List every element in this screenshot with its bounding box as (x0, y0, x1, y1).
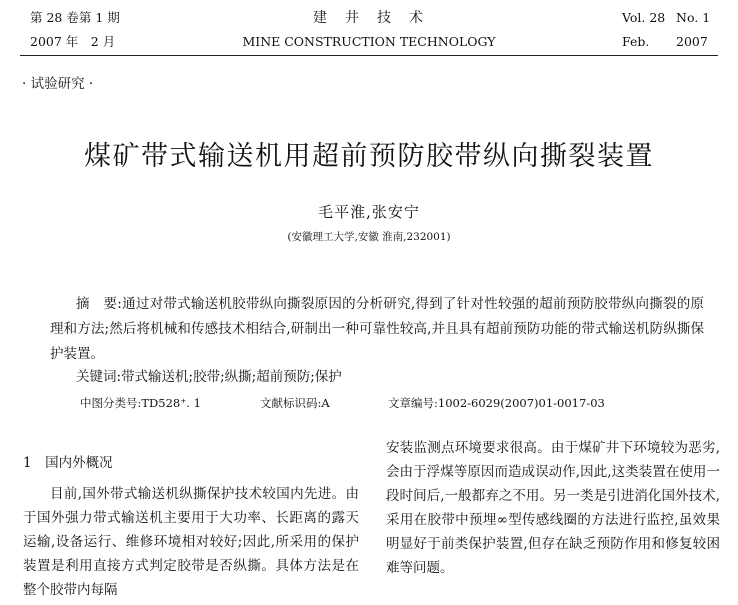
affiliation: (安徽理工大学,安徽 淮南,232001) (287, 231, 451, 243)
section-tag: · 试验研究 · (22, 76, 94, 92)
journal-name-cn: 建 井 技 术 (313, 10, 425, 26)
abstract (50, 292, 704, 367)
body-left-column: 目前,国外带式输送机纵撕保护技术较国内先进。由于国外强力带式输送机主要用于大功率、长距离的露天运输,设备运行、维修环境相对较好;因此,所采用的保护装置是利用直接方式判定胶带是否纵撕。具体方法是在整个胶带内每隔 (23, 486, 359, 598)
journal-year: 2007 (676, 34, 708, 49)
article-number: 文章编号:1002-6029(2007)01-0017-03 (388, 396, 605, 410)
document-code: 文献标识码:A (260, 396, 330, 410)
abstract-text: 通过对带式输送机胶带纵向撕裂原因的分析研究,得到了针对性较强的超前预防胶带纵向撕裂的原理和方法;然后将机械和传感技术相结合,研制出一种可靠性较高,并且具有超前预防功能的带式输送机防纵撕保护装置。 (50, 296, 704, 362)
body-right-column: 安装监测点环境要求很高。由于煤矿井下环境较为恶劣,会由于浮煤等原因而造成误动作,因此,这类装置在使用一段时间后,一般都弃之不用。另一类是引进消化国外技术,采用在胶带中预埋∞型传感线圈的方法进行监控,虽效果明显好于前类保护装置,但存在缺乏预防作用和修复较困难等问题。 (386, 440, 720, 576)
journal-volume: Vol. 28 (622, 10, 666, 25)
journal-date: 2007 年 2 月 (30, 34, 116, 49)
abstract-label: 摘 要: (76, 296, 122, 312)
journal-number: No. 1 (676, 10, 711, 25)
keywords-text: 带式输送机;胶带;纵撕;超前预防;保护 (121, 369, 342, 385)
classification-number: 中图分类号:TD528⁺. 1 (80, 396, 201, 410)
header-rule (20, 55, 718, 56)
journal-issue: 第 28 卷第 1 期 (30, 10, 120, 25)
journal-month: Feb. (622, 34, 650, 49)
keywords (76, 367, 342, 387)
authors: 毛平淮,张安宁 (318, 203, 420, 221)
paper-title: 煤矿带式输送机用超前预防胶带纵向撕裂装置 (84, 141, 654, 172)
keywords-label: 关键词: (76, 369, 122, 385)
section-heading: 1 国内外概况 (23, 455, 113, 471)
journal-name-en: MINE CONSTRUCTION TECHNOLOGY (242, 34, 496, 49)
